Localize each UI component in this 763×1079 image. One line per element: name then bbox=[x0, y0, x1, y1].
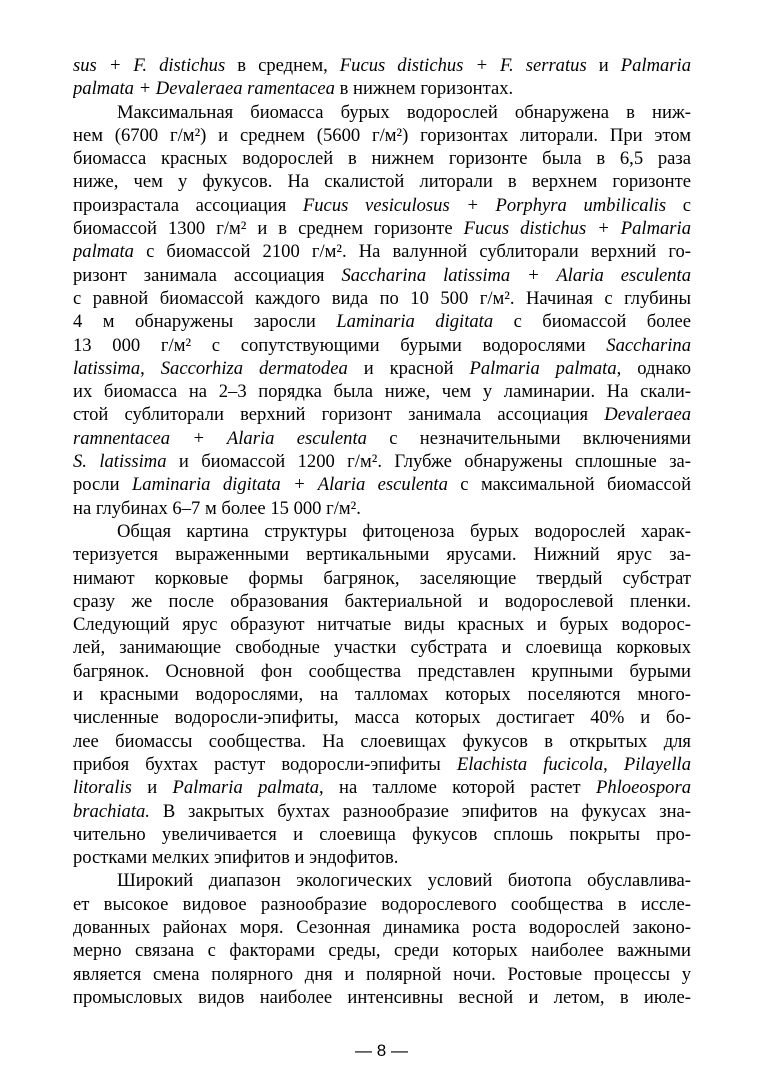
text-line bbox=[73, 427, 691, 450]
text-run: численные водоросли-эпифиты, масса которых достигает 40% и бо- bbox=[73, 707, 691, 729]
species-name: Pilayella bbox=[623, 753, 691, 775]
text-run: и bbox=[131, 777, 173, 799]
species-name: Laminaria digitata bbox=[336, 311, 494, 333]
text-run: является смена полярного дня и полярной ночи. Ростовые процессы у bbox=[73, 963, 691, 985]
text-line bbox=[73, 54, 691, 77]
text-run: нимают корковые формы багрянок, заселяющие твердый субстрат bbox=[73, 567, 691, 589]
text-line bbox=[73, 264, 691, 287]
text-run: в среднем, bbox=[225, 55, 340, 76]
species-name: Fucus vesiculosus + Porphyra umbilicalis bbox=[302, 194, 667, 216]
species-name: Saccharina bbox=[606, 334, 691, 356]
text-run: , bbox=[140, 357, 161, 379]
text-run: ризонт занимала ассоциация bbox=[73, 264, 342, 286]
text-line bbox=[73, 636, 691, 659]
species-name: litoralis bbox=[73, 777, 132, 799]
text-line bbox=[73, 543, 691, 566]
text-run: лей, занимающие свободные участки субстрата и слоевища корковых bbox=[73, 637, 691, 659]
text-line bbox=[73, 380, 691, 403]
text-run: Широкий диапазон экологических условий биотопа обуславлива- bbox=[117, 870, 691, 892]
text-line bbox=[73, 310, 691, 333]
species-name: palmata + Devaleraea ramentacea bbox=[73, 78, 335, 100]
text-run: нем (6700 г/м²) и среднем (5600 г/м²) горизонтах литорали. При этом bbox=[73, 124, 691, 146]
text-line bbox=[73, 101, 691, 124]
text-run: дованных районах моря. Сезонная динамика роста водорослей законо- bbox=[73, 916, 691, 938]
species-name: Saccorhiza dermatodea bbox=[160, 357, 348, 379]
text-run: ет высокое видовое разнообразие водорослевого сообщества в иссле- bbox=[73, 893, 691, 915]
text-line bbox=[73, 473, 691, 496]
text-run: , на талломе которой растет bbox=[319, 777, 596, 799]
text-run: с bbox=[666, 194, 691, 216]
text-line bbox=[73, 753, 691, 776]
text-line bbox=[73, 706, 691, 729]
text-line bbox=[73, 869, 691, 892]
text-run: 13 000 г/м² с сопутствующими бурыми водорослями bbox=[73, 334, 607, 356]
text-run: росли bbox=[73, 474, 132, 496]
text-run: промысловых видов наиболее интенсивны весной и летом, в июле- bbox=[73, 986, 691, 1008]
text-run: лее биомассы сообщества. На слоевищах фукусов в открытых для bbox=[73, 730, 691, 752]
text-line bbox=[73, 613, 691, 636]
species-name: Fucus distichus + F. serratus bbox=[339, 55, 587, 76]
text-line bbox=[73, 846, 691, 869]
text-run: биомасса красных водорослей в нижнем горизонте была в 6,5 раза bbox=[73, 148, 691, 170]
text-run: на глубинах 6–7 м более 15 000 г/м². bbox=[73, 497, 361, 519]
text-run: с биомассой более bbox=[493, 311, 691, 333]
species-name: Palmaria palmata bbox=[172, 777, 320, 799]
species-name: latissima bbox=[73, 357, 141, 379]
text-line bbox=[73, 450, 691, 473]
text-run: и красными водорослями, на талломах которых поселяются много- bbox=[73, 684, 691, 706]
text-line bbox=[73, 170, 691, 193]
text-line bbox=[73, 334, 691, 357]
text-run: и биомассой 1200 г/м². Глубже обнаружены сплошные за- bbox=[166, 451, 691, 473]
species-name: S. latissima bbox=[73, 451, 167, 473]
text-line bbox=[73, 567, 691, 590]
text-run: , однако bbox=[616, 357, 691, 379]
text-line bbox=[73, 240, 691, 263]
text-run: с незначительными включениями bbox=[366, 427, 691, 449]
page-body bbox=[73, 54, 691, 1009]
text-run: , bbox=[603, 753, 624, 775]
page-number: — 8 — bbox=[355, 1041, 408, 1060]
text-run: теризуется выраженными вертикальными ярусами. Нижний ярус за- bbox=[73, 544, 691, 566]
species-name: Devaleraea bbox=[604, 404, 691, 426]
text-line bbox=[73, 939, 691, 962]
text-line bbox=[73, 916, 691, 939]
text-run: Общая картина структуры фитоценоза бурых водорослей харак- bbox=[117, 520, 691, 542]
text-line bbox=[73, 357, 691, 380]
text-line bbox=[73, 217, 691, 240]
species-name: Palmaria palmata bbox=[469, 357, 617, 379]
text-run: Следующий ярус образуют нитчатые виды красных и бурых водорос- bbox=[73, 614, 691, 636]
text-run: мерно связана с факторами среды, среди которых наиболее важными bbox=[73, 940, 691, 962]
text-run: прибоя бухтах растут водоросли-эпифиты bbox=[73, 753, 457, 775]
text-run: В закрытых бухтах разнообразие эпифитов на фукусах зна- bbox=[149, 800, 691, 822]
text-line bbox=[73, 986, 691, 1009]
text-line bbox=[73, 520, 691, 543]
text-run: и красной bbox=[347, 357, 470, 379]
text-line bbox=[73, 963, 691, 986]
text-line bbox=[73, 823, 691, 846]
text-line bbox=[73, 77, 691, 100]
text-run: багрянок. Основной фон сообщества представлен крупными бурыми bbox=[73, 660, 691, 682]
text-run: в нижнем горизонтах. bbox=[334, 78, 514, 100]
text-line bbox=[73, 800, 691, 823]
species-name: brachiata. bbox=[73, 800, 150, 822]
text-line bbox=[73, 403, 691, 426]
text-run: их биомасса на 2–3 порядка была ниже, чем у ламинарии. На скали- bbox=[73, 381, 691, 403]
text-line bbox=[73, 590, 691, 613]
text-run: с равной биомассой каждого вида по 10 500 г/м². Начиная с глубины bbox=[73, 287, 691, 309]
text-line bbox=[73, 776, 691, 799]
text-line bbox=[73, 660, 691, 683]
text-run: сразу же после образования бактериальной и водорослевой пленки. bbox=[73, 590, 691, 612]
text-run: ростками мелких эпифитов и эндофитов. bbox=[73, 847, 399, 869]
species-name: Laminaria digitata + Alaria esculenta bbox=[131, 474, 448, 496]
species-name: Saccharina latissima + Alaria esculenta bbox=[341, 264, 691, 286]
text-line bbox=[73, 893, 691, 916]
text-run: с биомассой 2100 г/м². На валунной сублиторали верхний го- bbox=[133, 241, 691, 263]
text-line bbox=[73, 147, 691, 170]
species-name: palmata bbox=[73, 241, 134, 263]
species-name: Fucus distichus + Palmaria bbox=[463, 218, 691, 240]
species-name: Palmaria bbox=[620, 55, 691, 76]
text-line bbox=[73, 683, 691, 706]
text-line bbox=[73, 287, 691, 310]
text-run: произрастала ассоциация bbox=[73, 194, 303, 216]
text-run: биомассой 1300 г/м² и в среднем горизонте bbox=[73, 218, 464, 240]
species-name: Elachista fucicola bbox=[456, 753, 604, 775]
text-run: и bbox=[586, 55, 621, 76]
text-run: с максимальной биомассой bbox=[447, 474, 691, 496]
text-line bbox=[73, 497, 691, 520]
text-run: Максимальная биомасса бурых водорослей обнаружена в ниж- bbox=[117, 101, 691, 123]
text-run: чительно увеличивается и слоевища фукусов сплошь покрыты про- bbox=[73, 823, 691, 845]
species-name: sus + F. distichus bbox=[73, 55, 226, 76]
text-line bbox=[73, 194, 691, 217]
text-run: ниже, чем у фукусов. На скалистой литорали в верхнем горизонте bbox=[73, 171, 691, 193]
text-run: 4 м обнаружены заросли bbox=[73, 311, 337, 333]
species-name: Phloeospora bbox=[595, 777, 691, 799]
text-line bbox=[73, 730, 691, 753]
species-name: ramnentacea + Alaria esculenta bbox=[73, 427, 367, 449]
text-run: стой сублиторали верхний горизонт занимала ассоциация bbox=[73, 404, 605, 426]
text-line bbox=[73, 124, 691, 147]
